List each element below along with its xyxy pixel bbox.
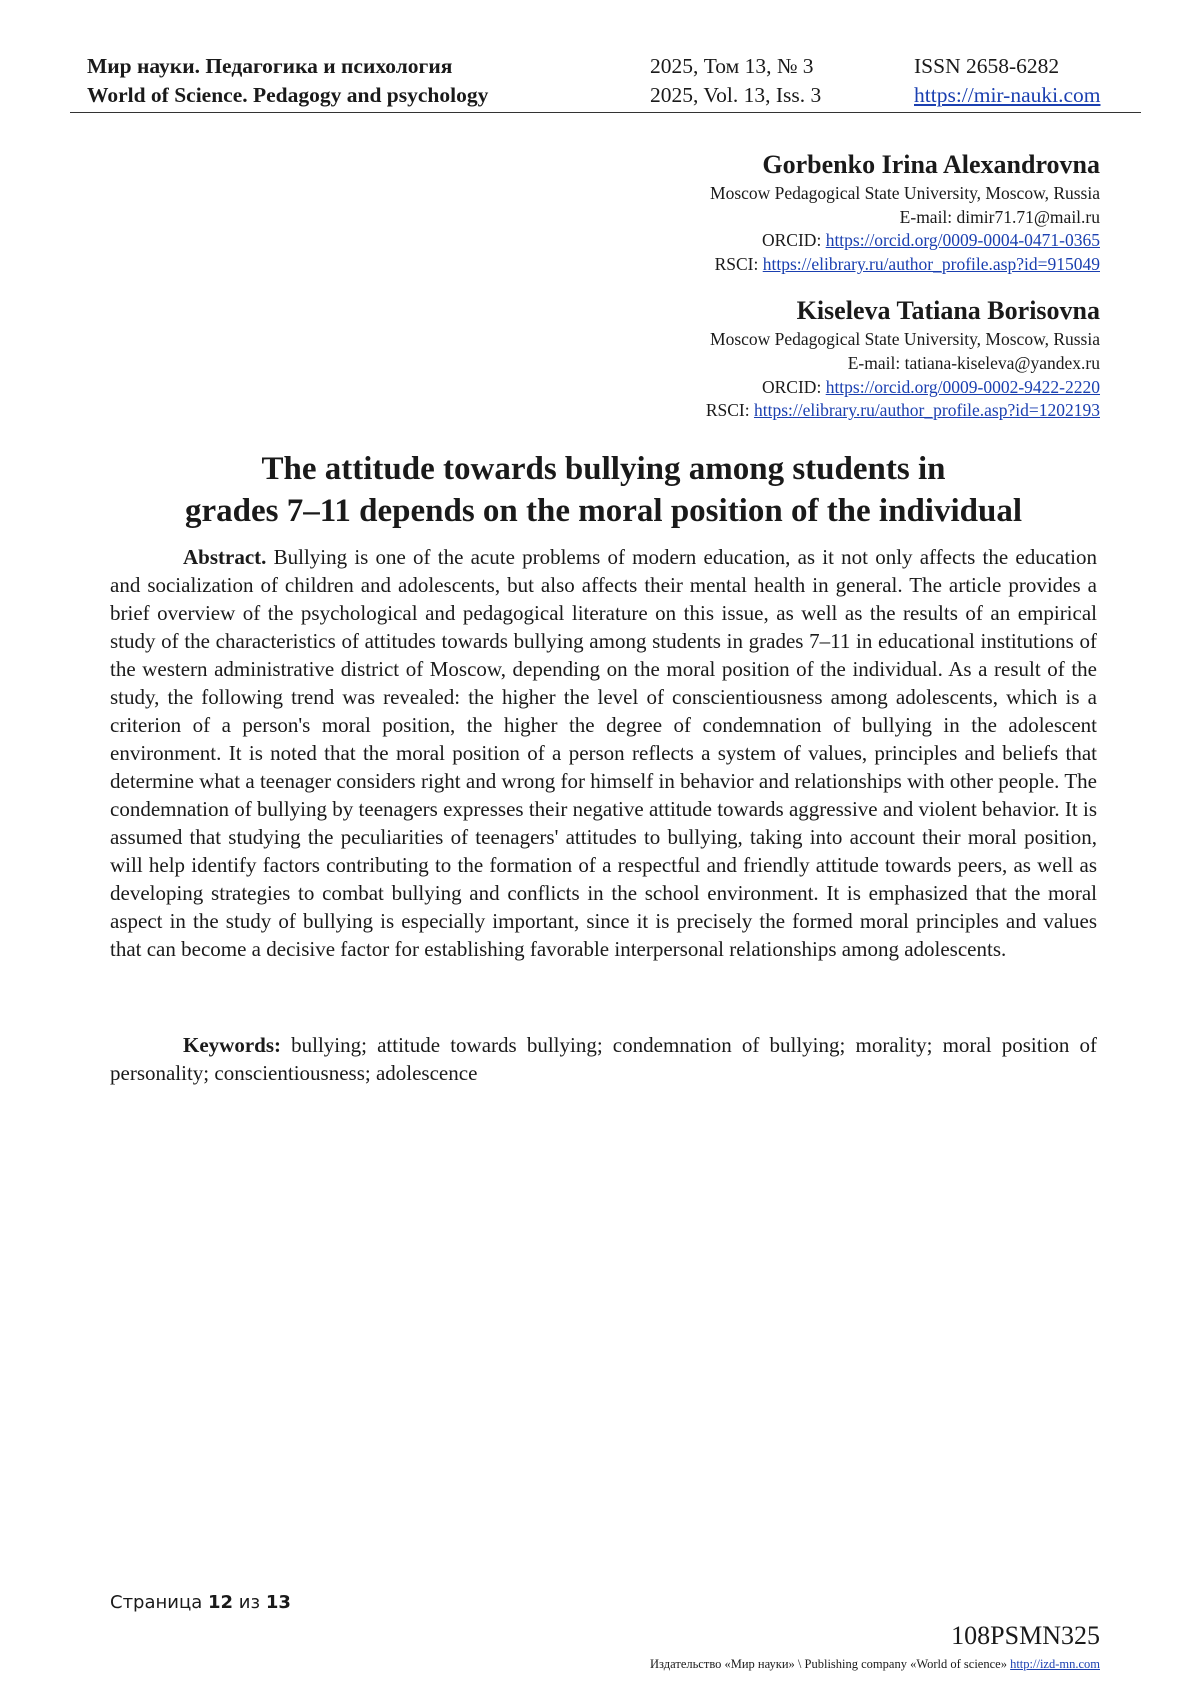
author-email: E-mail: dimir71.71@mail.ru [899, 206, 1100, 227]
author-orcid: ORCID: https://orcid.org/0009-0004-0471-0365 [762, 230, 1100, 251]
keywords-label: Keywords: [183, 1033, 281, 1057]
keywords-text: bullying; attitude towards bullying; condemnation of bullying; morality; moral position of personality; conscientiousness; adolescence [110, 1033, 1098, 1085]
abstract [110, 543, 1097, 963]
rsci-link[interactable]: https://elibrary.ru/author_profile.asp?id=1202193 [753, 400, 1100, 421]
header-divider [70, 112, 1141, 113]
abstract-label: Abstract. [183, 545, 267, 569]
issn: ISSN 2658-6282 [914, 54, 1060, 78]
journal-title-en: World of Science. Pedagogy and psychology [87, 83, 489, 107]
issue-en: 2025, Vol. 13, Iss. 3 [650, 83, 822, 107]
journal-url-link[interactable]: https://mir-nauki.com [914, 83, 1101, 107]
orcid-link[interactable]: https://orcid.org/0009-0002-9422-2220 [825, 376, 1100, 397]
keywords [110, 1031, 1097, 1087]
author-affiliation: Moscow Pedagogical State University, Moscow, Russia [710, 183, 1100, 203]
publisher-link[interactable]: http://izd-mn.com [1010, 1657, 1100, 1671]
authors-block [400, 148, 1100, 441]
page-number: Страница 12 из 13 [110, 1592, 291, 1613]
article-code: 108PSMN325 [951, 1621, 1100, 1650]
header-row-ru [70, 52, 1141, 81]
header-row-en [70, 81, 1141, 110]
author-2 [400, 294, 1100, 422]
rsci-link[interactable]: https://elibrary.ru/author_profile.asp?id=915049 [762, 253, 1100, 274]
author-email: E-mail: tatiana-kiseleva@yandex.ru [847, 352, 1100, 373]
running-header [70, 52, 1141, 113]
journal-title-ru: Мир науки. Педагогика и психология [87, 54, 453, 78]
author-rsci: RSCI: https://elibrary.ru/author_profile.asp?id=915049 [714, 253, 1100, 274]
publisher-line: Издательство «Мир науки» \ Publishing company «World of science» http://izd-mn.com [650, 1657, 1100, 1671]
issue-ru: 2025, Том 13, № 3 [650, 54, 814, 78]
author-1 [400, 148, 1100, 276]
abstract-text: Bullying is one of the acute problems of modern education, as it not only affects the education and socialization of children and adolescents, but also affects their mental health in general. The article provides a brief overview of the psychological and pedagogical literature on this issue, as well as the results of an empirical study of the characteristics of attitudes towards bullying among students in grades 7–11 in educational institutions of the western administrative district of Moscow, depending on the moral position of the individual. As a result of the study, the following trend was revealed: the higher the level of conscientiousness among adolescents, which is a criterion of a person's moral position, the higher the degree of condemnation of bullying in the adolescent environment. It is noted that the moral position of a person reflects a system of values, principles and beliefs that determine what a teenager considers right and wrong for himself in behavior and relationships with other people. The condemnation of bullying by teenagers expresses their negative attitude towards aggressive and violent behavior. It is assumed that studying the peculiarities of teenagers' attitudes to bullying, taking into account their moral position, will help identify factors contributing to the formation of a respectful and friendly attitude towards peers, as well as developing strategies to combat bullying and conflicts in the school environment. It is emphasized that the moral aspect in the study of bullying is especially important, since it is precisely the formed moral principles and values that can become a decisive factor for establishing favorable interpersonal relationships among adolescents. [110, 545, 1097, 961]
article-title [110, 448, 1097, 532]
title-line-1: The attitude towards bullying among students in [261, 451, 946, 487]
author-name: Kiseleva Tatiana Borisovna [796, 296, 1100, 326]
author-orcid: ORCID: https://orcid.org/0009-0002-9422-2220 [762, 376, 1100, 397]
title-line-2: grades 7–11 depends on the moral position of the individual [184, 493, 1023, 529]
orcid-link[interactable]: https://orcid.org/0009-0004-0471-0365 [825, 230, 1100, 251]
author-affiliation: Moscow Pedagogical State University, Moscow, Russia [710, 329, 1100, 350]
author-rsci: RSCI: https://elibrary.ru/author_profile.asp?id=1202193 [705, 400, 1100, 421]
author-name: Gorbenko Irina Alexandrovna [762, 150, 1100, 179]
